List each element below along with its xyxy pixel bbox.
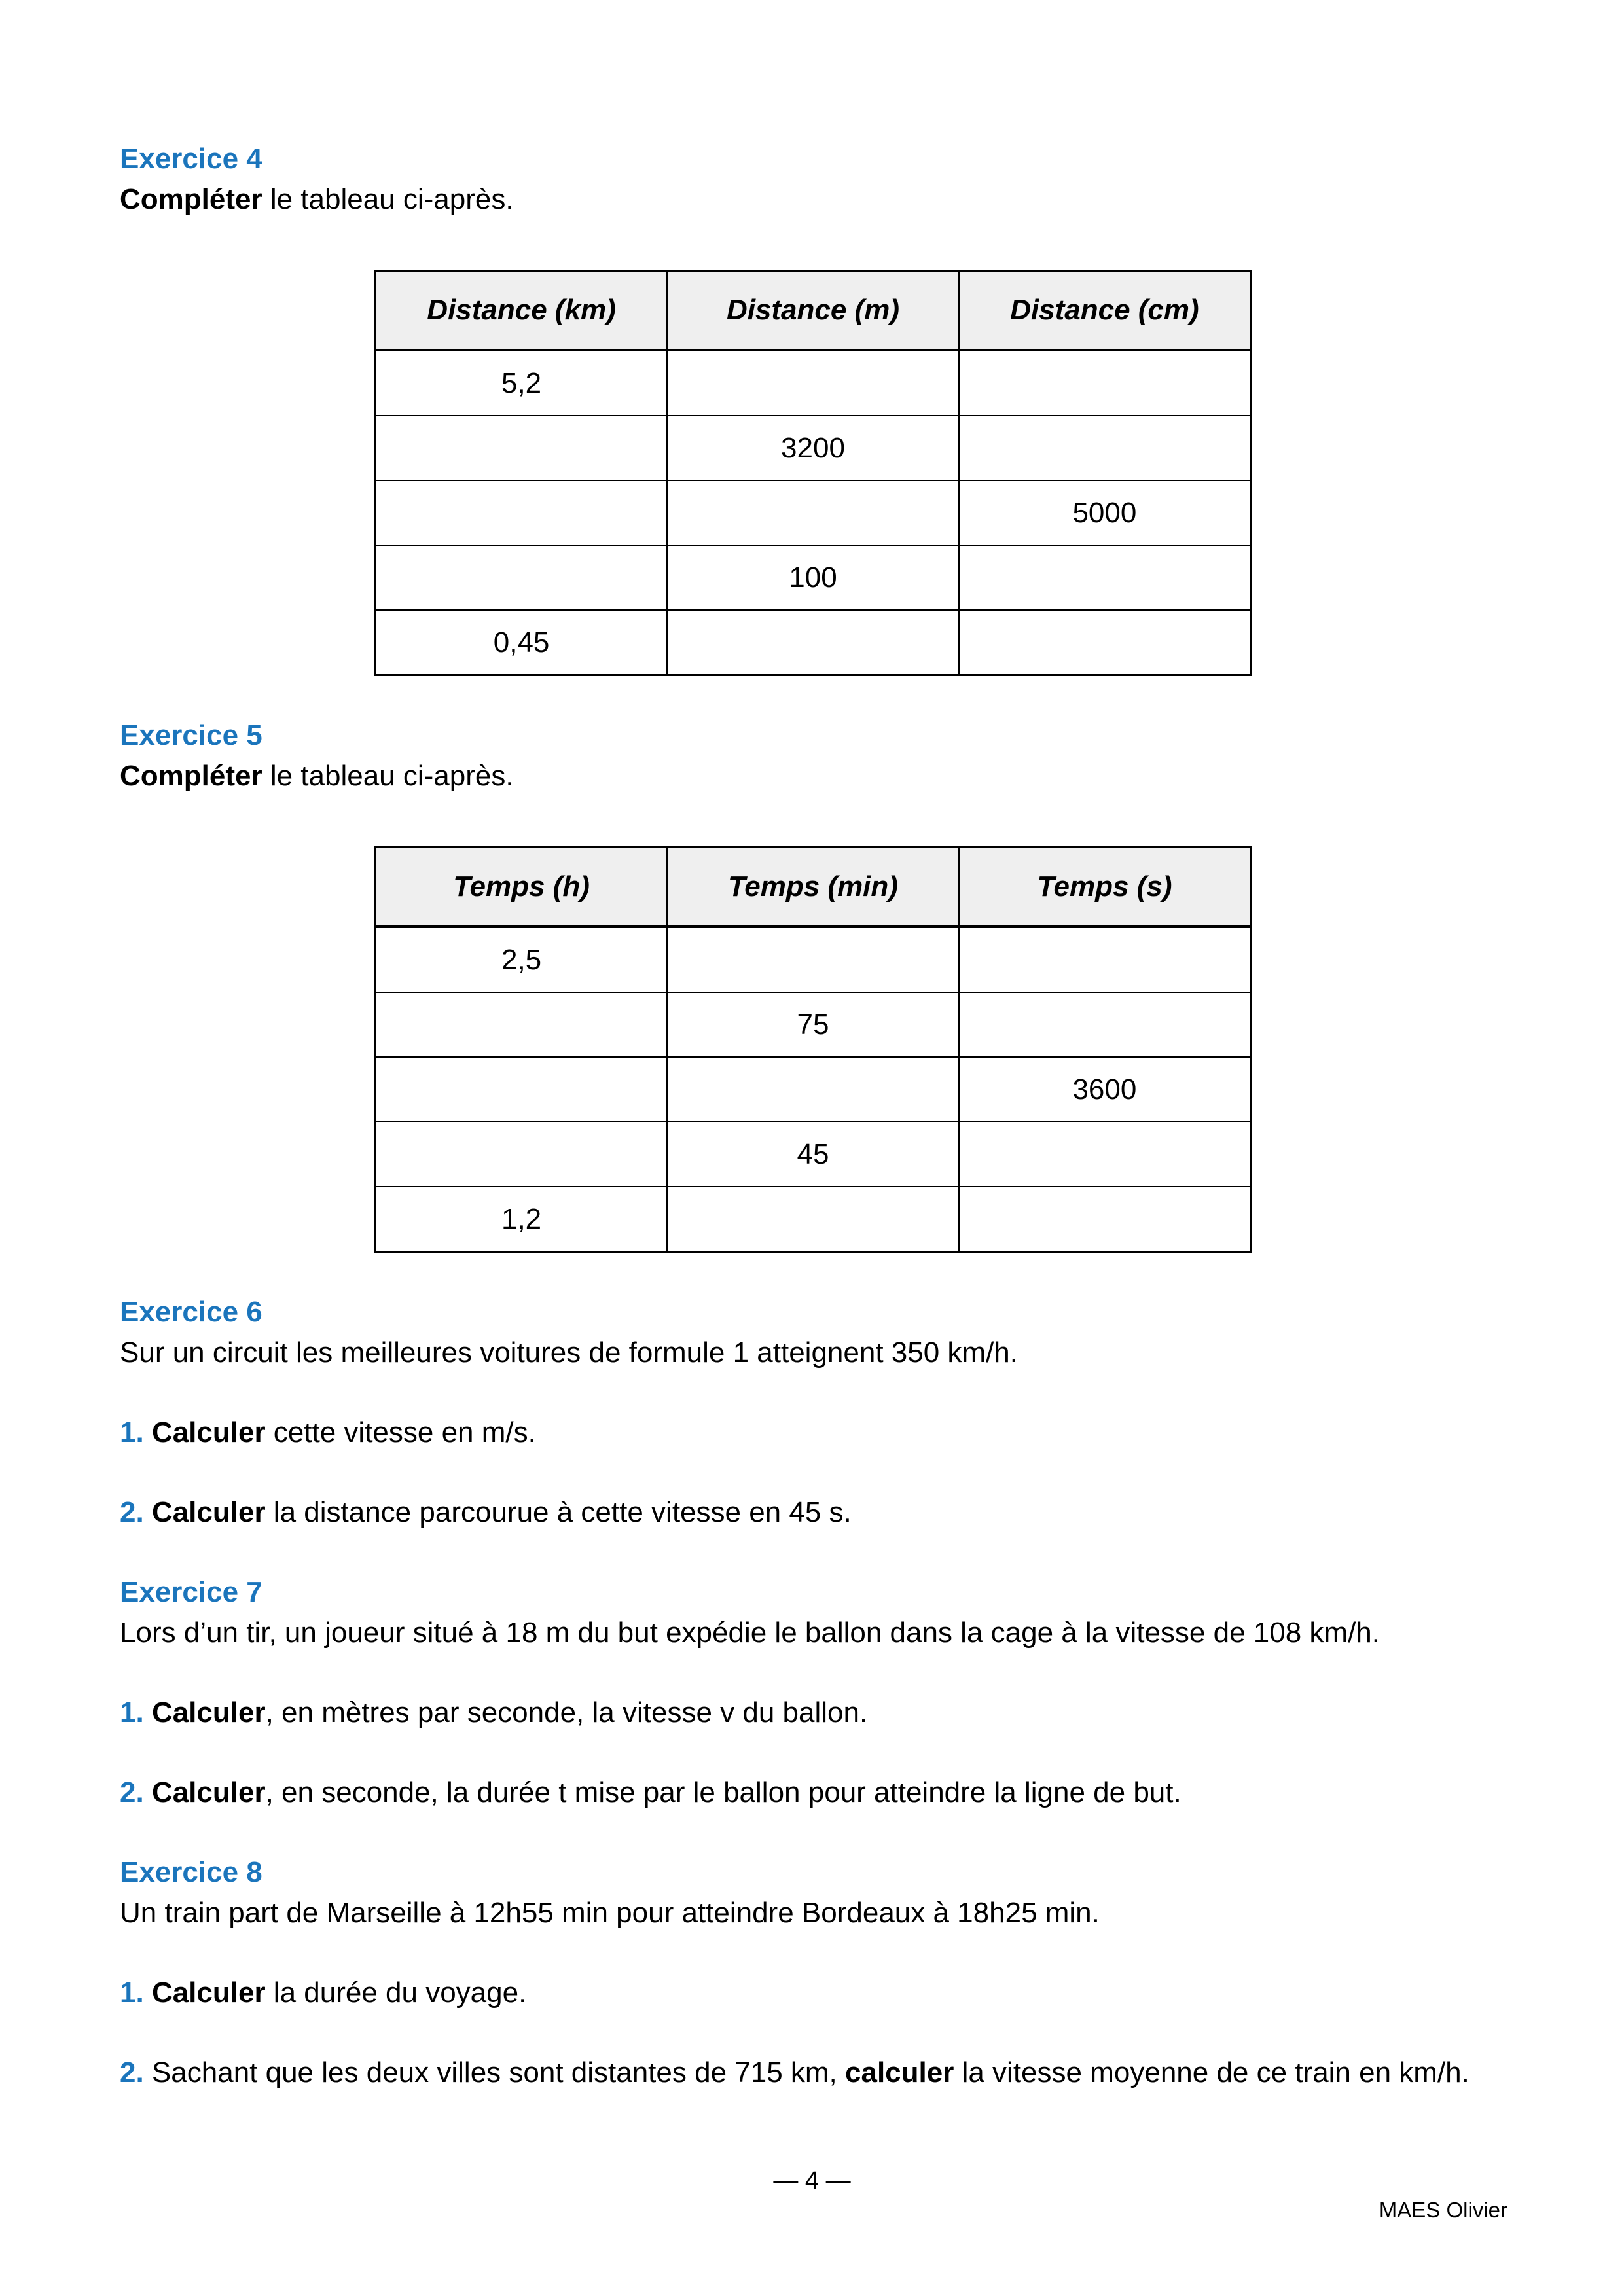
- question-verb: Calculer: [151, 1496, 266, 1528]
- table-cell: [376, 480, 668, 545]
- exercise-5-title: Exercice 5: [120, 719, 262, 751]
- table-row: [376, 1187, 1251, 1252]
- exercise-4: [120, 139, 1506, 676]
- table-row: [376, 416, 1251, 480]
- exercise-7-statement: Lors d’un tir, un joueur situé à 18 m du but expédie le ballon dans la cage à la vitesse de 108 km/h.: [120, 1617, 1380, 1649]
- table-row: [376, 1057, 1251, 1122]
- table-cell: 5000: [959, 480, 1251, 545]
- exercise-8-question-1: [120, 1973, 1506, 2013]
- question-number: 2.: [120, 2056, 144, 2089]
- col-header-distance-km: Distance (km): [376, 271, 668, 351]
- table-row: [376, 927, 1251, 992]
- question-rest: cette vitesse en m/s.: [265, 1416, 536, 1448]
- table-cell: [376, 416, 668, 480]
- table-row: [376, 350, 1251, 416]
- table-cell: [959, 992, 1251, 1057]
- col-header-temps-min: Temps (min): [667, 848, 959, 927]
- table-row: [376, 610, 1251, 675]
- question-number: 1.: [120, 1696, 144, 1729]
- table-cell: [376, 1122, 668, 1187]
- table-row: [376, 545, 1251, 610]
- distance-conversion-table: [374, 270, 1252, 676]
- col-header-distance-m: Distance (m): [667, 271, 959, 351]
- table-cell: [376, 545, 668, 610]
- question-rest: la durée du voyage.: [265, 1977, 527, 2009]
- question-verb: calculer: [845, 2056, 954, 2089]
- table-cell: [959, 1187, 1251, 1252]
- table-cell: [376, 992, 668, 1057]
- question-rest: la distance parcourue à cette vitesse en 45 s.: [265, 1496, 852, 1528]
- table-cell: 3200: [667, 416, 959, 480]
- table-cell: 75: [667, 992, 959, 1057]
- table-header-row: [376, 848, 1251, 927]
- question-rest: , en seconde, la durée t mise par le ballon pour atteindre la ligne de but.: [265, 1776, 1182, 1808]
- exercise-6-statement: Sur un circuit les meilleures voitures de formule 1 atteignent 350 km/h.: [120, 1336, 1018, 1369]
- question-number: 1.: [120, 1416, 144, 1448]
- table-cell: 5,2: [376, 350, 668, 416]
- exercise-5-intro: [120, 756, 1506, 797]
- table-cell: [667, 350, 959, 416]
- exercise-8: [120, 1852, 1506, 2093]
- question-number: 2.: [120, 1776, 144, 1808]
- col-header-distance-cm: Distance (cm): [959, 271, 1251, 351]
- table-cell: 0,45: [376, 610, 668, 675]
- exercise-5: [120, 715, 1506, 1253]
- exercise-5-intro-rest: le tableau ci-après.: [262, 760, 514, 792]
- table-header-row: [376, 271, 1251, 351]
- table-cell: [667, 1187, 959, 1252]
- table-cell: 45: [667, 1122, 959, 1187]
- author-name: MAES Olivier: [1379, 2198, 1507, 2222]
- table-cell: [959, 350, 1251, 416]
- question-rest: , en mètres par seconde, la vitesse v du ballon.: [265, 1696, 868, 1729]
- exercise-4-title: Exercice 4: [120, 143, 262, 175]
- table-cell: 2,5: [376, 927, 668, 992]
- question-verb: Calculer: [151, 1696, 266, 1729]
- table-cell: [667, 610, 959, 675]
- exercise-4-intro-rest: le tableau ci-après.: [262, 183, 514, 215]
- table-cell: 100: [667, 545, 959, 610]
- table-cell: [959, 1122, 1251, 1187]
- table-cell: [667, 927, 959, 992]
- exercise-8-title: Exercice 8: [120, 1856, 262, 1888]
- exercise-7-question-2: [120, 1772, 1506, 1813]
- table-row: [376, 992, 1251, 1057]
- exercise-7-question-1: [120, 1693, 1506, 1733]
- table-cell: 3600: [959, 1057, 1251, 1122]
- exercise-6-title: Exercice 6: [120, 1296, 262, 1328]
- table-row: [376, 1122, 1251, 1187]
- table-cell: [959, 545, 1251, 610]
- col-header-temps-s: Temps (s): [959, 848, 1251, 927]
- table-cell: 1,2: [376, 1187, 668, 1252]
- question-verb: Calculer: [151, 1977, 266, 2009]
- table-row: [376, 480, 1251, 545]
- question-number: 1.: [120, 1977, 144, 2009]
- table-cell: [667, 480, 959, 545]
- table-cell: [667, 1057, 959, 1122]
- table-cell: [959, 416, 1251, 480]
- table-cell: [959, 610, 1251, 675]
- question-verb: Calculer: [151, 1416, 266, 1448]
- exercise-6-question-1: [120, 1412, 1506, 1453]
- page-number: — 4 —: [773, 2167, 851, 2195]
- exercise-5-intro-verb: Compléter: [120, 760, 262, 792]
- time-conversion-table: [374, 846, 1252, 1253]
- exercise-6-question-2: [120, 1492, 1506, 1533]
- exercise-8-question-2: [120, 2053, 1506, 2093]
- question-pre: Sachant que les deux villes sont distantes de 715 km,: [151, 2056, 846, 2089]
- question-verb: Calculer: [151, 1776, 266, 1808]
- table-cell: [376, 1057, 668, 1122]
- exercise-8-statement: Un train part de Marseille à 12h55 min pour atteindre Bordeaux à 18h25 min.: [120, 1897, 1100, 1929]
- exercise-7-title: Exercice 7: [120, 1576, 262, 1608]
- col-header-temps-h: Temps (h): [376, 848, 668, 927]
- question-rest: la vitesse moyenne de ce train en km/h.: [954, 2056, 1470, 2089]
- exercise-4-intro: [120, 179, 1506, 220]
- table-cell: [959, 927, 1251, 992]
- question-number: 2.: [120, 1496, 144, 1528]
- exercise-7: [120, 1572, 1506, 1813]
- exercise-4-intro-verb: Compléter: [120, 183, 262, 215]
- exercise-6: [120, 1292, 1506, 1533]
